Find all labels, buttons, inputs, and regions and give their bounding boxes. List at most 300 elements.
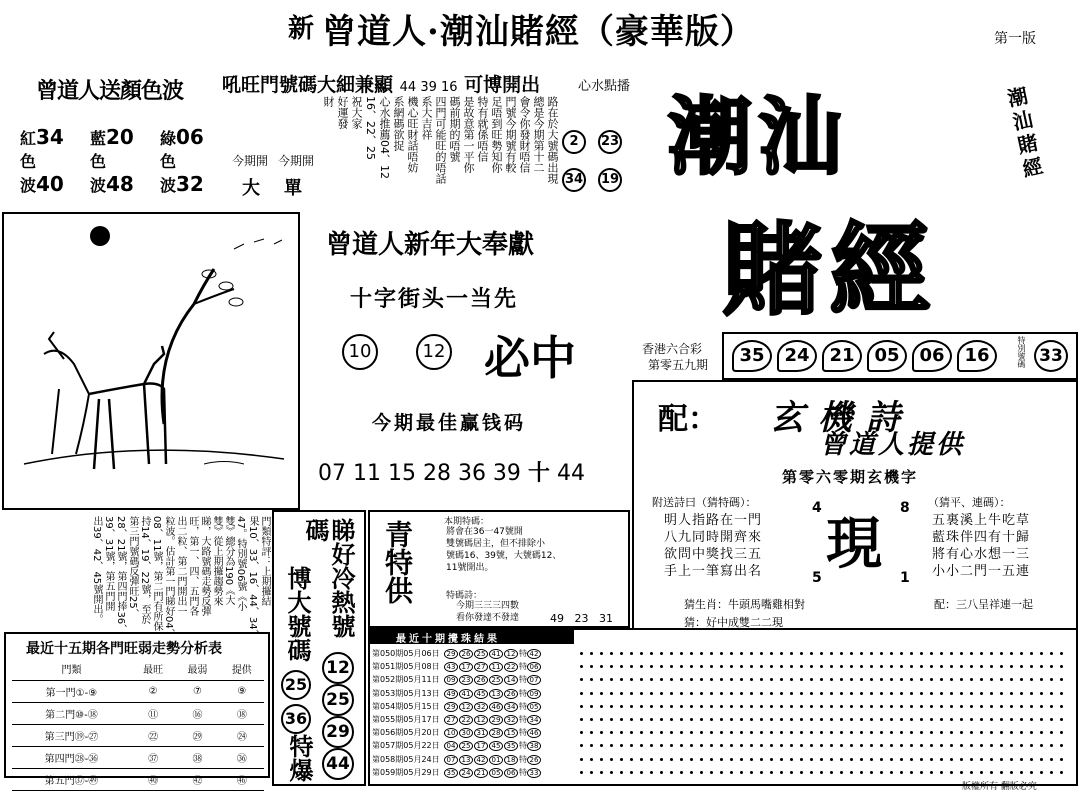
history-ball: 21 — [474, 768, 488, 778]
grid-dot — [630, 705, 633, 708]
grid-dot — [820, 771, 823, 774]
grid-dot — [870, 718, 873, 721]
history-special: 07 — [527, 675, 541, 685]
grid-dot — [1030, 705, 1033, 708]
poem-ball-2: 23 — [598, 130, 622, 154]
grid-dot — [960, 771, 963, 774]
grid-dot — [870, 758, 873, 761]
poem-column: 門號今期號有較 — [504, 96, 517, 173]
history-ball: 25 — [489, 675, 503, 685]
history-ball: 18 — [504, 755, 518, 765]
grid-dot — [800, 771, 803, 774]
history-ball: 04 — [444, 741, 458, 751]
history-special-label: 特 — [519, 728, 527, 738]
grid-dot — [860, 705, 863, 708]
grid-dot — [600, 718, 603, 721]
table-cell: ㉒ — [131, 724, 175, 746]
grid-dot — [780, 705, 783, 708]
grid-dot — [880, 771, 883, 774]
poem-column: 機心旺財話唔妨 — [406, 96, 419, 173]
grid-dot — [680, 692, 683, 695]
grid-dot — [1000, 705, 1003, 708]
hot-ball-1: 12 — [322, 652, 354, 684]
grid-dot — [960, 758, 963, 761]
wave-green-sub2: 波 — [160, 176, 177, 195]
brand-side: 潮汕賭經 — [1002, 84, 1046, 184]
special-box-title: 青特供 — [381, 520, 414, 604]
wave-blue-a: 20 — [106, 125, 134, 149]
grid-dot — [1060, 758, 1063, 761]
grid-dot — [810, 771, 813, 774]
history-ball: 41 — [459, 689, 473, 699]
grid-dot — [1020, 758, 1023, 761]
grid-dot — [1030, 652, 1033, 655]
trend-table — [12, 658, 264, 791]
grid-dot — [770, 652, 773, 655]
grid-dot — [650, 758, 653, 761]
grid-dot — [1030, 718, 1033, 721]
grid-dot — [660, 692, 663, 695]
poem-title-3: 曾道人提供 — [820, 430, 966, 460]
poem-footer-d: 單 — [284, 178, 302, 199]
grid-dot — [780, 771, 783, 774]
grid-dot — [760, 718, 763, 721]
poem-column: 系網碼欲捉 — [392, 96, 405, 151]
table-cell: ⑨ — [220, 680, 264, 702]
special-code-title: 特碼詩： — [446, 591, 483, 601]
grid-dot — [1000, 718, 1003, 721]
grid-dot — [710, 652, 713, 655]
history-special: 38 — [527, 741, 541, 751]
poem-ball-1: 2 — [562, 130, 586, 154]
grid-dot — [860, 758, 863, 761]
grid-dot — [860, 771, 863, 774]
poem-column: 好運發 — [336, 96, 349, 129]
grid-dot — [770, 705, 773, 708]
grid-dot — [720, 652, 723, 655]
grid-dot — [880, 652, 883, 655]
grid-dot — [990, 718, 993, 721]
grid-dot — [620, 771, 623, 774]
poem-right-line: 將有心水想一三 — [932, 547, 1031, 562]
grid-dot — [840, 652, 843, 655]
wave-red-b: 40 — [36, 172, 64, 196]
lottery-balls — [732, 340, 997, 374]
table-cell: ㊲ — [131, 746, 175, 768]
gift-nums-main: 07 11 15 28 36 39 — [318, 461, 521, 486]
table-row — [12, 702, 264, 724]
grid-dot — [720, 718, 723, 721]
history-ball: 24 — [459, 768, 473, 778]
grid-dot — [660, 652, 663, 655]
color-wave-title: 曾道人送顏色波 — [36, 79, 184, 104]
grid-dot — [910, 705, 913, 708]
poem-ball-3: 34 — [562, 168, 586, 192]
wave-red-sub1: 色 — [20, 152, 37, 171]
history-ball: 35 — [504, 741, 518, 751]
special-line: 雙號碼居主，但不排除小 — [446, 539, 546, 549]
grid-dot — [750, 652, 753, 655]
grid-dot — [1040, 705, 1043, 708]
poem-n8: 8 — [900, 500, 910, 516]
table-cell: 第三門⑲-㉗ — [12, 724, 131, 746]
grid-dot — [1010, 652, 1013, 655]
grid-dot — [830, 771, 833, 774]
grid-dot — [1060, 705, 1063, 708]
grid-dot — [1010, 705, 1013, 708]
poem-left-line: 八九同時開齊來 — [664, 530, 763, 545]
grid-dot — [610, 758, 613, 761]
history-ball: 28 — [489, 728, 503, 738]
history-ball: 13 — [489, 689, 503, 699]
wave-blue-label: 藍 — [90, 129, 107, 148]
wave-blue-sub2: 波 — [90, 176, 107, 195]
grid-dot — [610, 652, 613, 655]
history-ball: 12 — [504, 649, 518, 659]
grid-dot — [900, 758, 903, 761]
poem-n4: 4 — [812, 500, 822, 516]
grid-dot — [840, 771, 843, 774]
grid-dot — [950, 771, 953, 774]
history-ball: 26 — [474, 675, 488, 685]
grid-dot — [660, 705, 663, 708]
poem-right-line: 藍珠伴四有十歸 — [932, 530, 1031, 545]
history-row — [372, 674, 568, 686]
side-ball-1: 25 — [281, 670, 311, 700]
grid-dot — [630, 758, 633, 761]
grid-dot — [640, 771, 643, 774]
poem-title-1: 配： — [658, 402, 718, 437]
history-ball: 10 — [444, 728, 458, 738]
brand-big-2: 賭經 — [722, 212, 938, 329]
grid-dot — [800, 718, 803, 721]
grid-dot — [1000, 771, 1003, 774]
poem-title-2: 玄機詩 — [770, 398, 914, 438]
grid-dot — [1040, 718, 1043, 721]
history-row — [372, 701, 568, 713]
grid-dot — [870, 652, 873, 655]
history-ball: 45 — [489, 741, 503, 751]
grid-dot — [800, 705, 803, 708]
grid-dot — [810, 692, 813, 695]
deer-illustration-frame — [2, 212, 300, 510]
grid-dot — [650, 718, 653, 721]
special-num: 49 — [550, 612, 564, 625]
grid-dot — [790, 771, 793, 774]
grid-dot — [940, 692, 943, 695]
grid-dot — [970, 705, 973, 708]
poem-balls — [562, 130, 628, 194]
grid-dot — [900, 692, 903, 695]
table-cell: ⑦ — [175, 680, 219, 702]
grid-dot — [680, 652, 683, 655]
table-header: 門類 — [12, 658, 131, 680]
grid-dot — [970, 758, 973, 761]
grid-dot — [670, 692, 673, 695]
grid-dot — [1060, 771, 1063, 774]
edition-label: 第一版 — [994, 31, 1036, 47]
grid-dot — [650, 771, 653, 774]
grid-dot — [1050, 771, 1053, 774]
poem-guess-1: 猜生肖：牛頭馬嘴雞相對 — [684, 598, 805, 611]
grid-dot — [1050, 692, 1053, 695]
grid-dot — [710, 705, 713, 708]
grid-dot — [600, 652, 603, 655]
grid-dot — [620, 718, 623, 721]
history-period: 第050期05月06日 — [372, 649, 440, 658]
grid-dot — [980, 718, 983, 721]
grid-dot — [1020, 771, 1023, 774]
grid-dot — [760, 705, 763, 708]
grid-dot — [890, 771, 893, 774]
history-ball: 17 — [474, 741, 488, 751]
grid-dot — [800, 758, 803, 761]
history-row — [372, 661, 568, 673]
grid-dot — [850, 692, 853, 695]
grid-dot — [850, 718, 853, 721]
deer-illustration — [4, 214, 298, 508]
table-cell: ㉔ — [220, 724, 264, 746]
grid-dot — [950, 758, 953, 761]
grid-dot — [1030, 758, 1033, 761]
grid-dot — [630, 771, 633, 774]
poem-column: 祝大家 — [350, 96, 363, 129]
door-text-column: 持14、19、22號，至於 — [139, 516, 150, 625]
grid-dot — [700, 705, 703, 708]
headline-main: 吼旺門號碼大細兼顯 — [222, 74, 394, 96]
grid-dot — [640, 705, 643, 708]
gift-nums — [318, 456, 585, 487]
poem-column: 足唔到旺勢知你 — [490, 96, 503, 173]
grid-dot — [610, 718, 613, 721]
poem-left-lines — [664, 512, 762, 580]
poem-guess-2: 猜：好中成雙二二現 — [684, 616, 783, 629]
grid-dot — [800, 652, 803, 655]
grid-dot — [1050, 705, 1053, 708]
header-prefix: 新 — [288, 14, 315, 44]
grid-dot — [970, 771, 973, 774]
poem-guess-3: 配：三八呈祥連一起 — [934, 598, 1033, 611]
history-ball: 35 — [444, 768, 458, 778]
grid-dot — [610, 705, 613, 708]
gift-num-1: 10 — [342, 334, 378, 370]
grid-dot — [950, 652, 953, 655]
table-header: 最旺 — [131, 658, 175, 680]
grid-dot — [800, 692, 803, 695]
wave-green-label: 綠 — [160, 129, 177, 148]
grid-dot — [600, 705, 603, 708]
door-text-column: 出二粒、第二門開出一 — [175, 516, 186, 616]
history-ball: 29 — [444, 702, 458, 712]
grid-dot — [650, 705, 653, 708]
grid-dot — [940, 771, 943, 774]
grid-dot — [700, 652, 703, 655]
table-header: 最弱 — [175, 658, 219, 680]
table-row — [12, 746, 264, 768]
history-ball: 11 — [489, 662, 503, 672]
grid-dot — [890, 652, 893, 655]
history-ball: 22 — [459, 715, 473, 725]
grid-dot — [960, 652, 963, 655]
history-ball: 01 — [489, 755, 503, 765]
special-note-title: 本期特碼： — [444, 517, 490, 527]
grid-dot — [680, 718, 683, 721]
lottery-ball: 16 — [957, 340, 997, 372]
grid-dot — [980, 705, 983, 708]
grid-dot — [980, 652, 983, 655]
special-line: 11號開出。 — [446, 563, 494, 573]
grid-dot — [660, 758, 663, 761]
headline-text — [222, 70, 540, 97]
grid-dot — [1040, 758, 1043, 761]
history-special-label: 特 — [519, 767, 527, 777]
grid-dot — [740, 692, 743, 695]
grid-dot — [600, 692, 603, 695]
grid-dot — [990, 771, 993, 774]
gift-best: 今期最佳赢钱码 — [372, 412, 527, 434]
poem-ball-4: 19 — [598, 168, 622, 192]
grid-dot — [810, 758, 813, 761]
grid-dot — [760, 692, 763, 695]
grid-dot — [770, 718, 773, 721]
grid-dot — [980, 771, 983, 774]
history-special-label: 特 — [519, 741, 527, 751]
special-line: 號碼16、39號，大號碼12、 — [446, 551, 562, 561]
grid-dot — [980, 692, 983, 695]
grid-dot — [840, 692, 843, 695]
poem-column: 總是今期第十二 — [532, 96, 545, 173]
history-row — [372, 688, 568, 700]
history-ball: 25 — [459, 741, 473, 751]
grid-dot — [720, 705, 723, 708]
grid-dot — [760, 771, 763, 774]
special-code-lines — [456, 600, 519, 624]
door-text-column: 第三門號碼反彈旺25、 — [127, 516, 138, 619]
poem-column: 會令你發財唔信 — [518, 96, 531, 173]
grid-dot — [710, 718, 713, 721]
table-cell: ㊵ — [131, 768, 175, 790]
history-ball: 07 — [444, 755, 458, 765]
history-special: 09 — [527, 689, 541, 699]
door-text-column: 28、21號，第四門捧36、 — [115, 516, 126, 635]
grid-dot — [750, 692, 753, 695]
grid-dot — [690, 771, 693, 774]
history-ball: 30 — [459, 728, 473, 738]
grid-dot — [640, 692, 643, 695]
grid-dot — [920, 652, 923, 655]
grid-dot — [690, 718, 693, 721]
grid-dot — [940, 652, 943, 655]
history-ball: 49 — [444, 689, 458, 699]
poem-column: 路在於大號碼出現 — [546, 96, 559, 184]
history-special: 26 — [527, 755, 541, 765]
grid-dot — [600, 771, 603, 774]
history-period: 第052期05月11日 — [372, 675, 440, 685]
grid-dot — [690, 652, 693, 655]
history-ball: 05 — [489, 768, 503, 778]
poem-column: 是故意第一平你 — [462, 96, 475, 173]
history-ball: 23 — [459, 675, 473, 685]
lottery-ball: 21 — [822, 340, 862, 372]
special-code-line: 看你發達不發達 — [456, 613, 520, 623]
grid-dot — [860, 652, 863, 655]
grid-dot — [700, 692, 703, 695]
grid-dot — [870, 705, 873, 708]
grid-dot — [930, 692, 933, 695]
grid-dot — [940, 705, 943, 708]
special-code-line: 今期三三三四數 — [456, 601, 520, 611]
gift-plus: 十 — [527, 461, 550, 486]
grid-dot — [970, 718, 973, 721]
headline-nums: 44 39 16 — [399, 80, 458, 95]
grid-dot — [950, 705, 953, 708]
grid-dot — [720, 771, 723, 774]
grid-dot — [770, 758, 773, 761]
grid-dot — [890, 758, 893, 761]
gift-win: 必中 — [484, 331, 576, 385]
special-box-nums — [550, 612, 613, 625]
gift-zodiac: 十字街头一当先 — [350, 286, 519, 312]
grid-dot — [720, 758, 723, 761]
hot-cold-special: 特爆 — [285, 734, 313, 782]
history-special-label: 特 — [519, 675, 527, 685]
history-period: 第053期05月13日 — [372, 688, 440, 698]
grid-dot — [860, 718, 863, 721]
grid-dot — [650, 692, 653, 695]
headline-tail: 可博開出 — [464, 74, 541, 96]
table-row — [12, 680, 264, 702]
trend-table-title: 最近十五期各門旺弱走勢分析表 — [26, 641, 222, 657]
poem-period: 第零六零期玄機字 — [782, 468, 919, 486]
grid-dot — [810, 652, 813, 655]
grid-dot — [990, 692, 993, 695]
door-text-column: 39、31號，第五門開 — [103, 516, 114, 612]
grid-dot — [920, 771, 923, 774]
grid-dot — [910, 692, 913, 695]
grid-dot — [970, 692, 973, 695]
grid-dot — [590, 718, 593, 721]
wave-green-sub1: 色 — [160, 152, 177, 171]
grid-dot — [1060, 718, 1063, 721]
grid-dot — [670, 718, 673, 721]
history-ball: 06 — [504, 768, 518, 778]
table-cell: ㉙ — [175, 724, 219, 746]
history-ball: 13 — [459, 755, 473, 765]
grid-dot — [1020, 692, 1023, 695]
history-special-label: 特 — [519, 688, 527, 698]
grid-dot — [950, 692, 953, 695]
poem-footer-a: 今期開 — [232, 154, 269, 168]
door-text-column: 47。特別號06號《小 — [235, 516, 246, 612]
grid-dot — [680, 771, 683, 774]
grid-dot — [1020, 718, 1023, 721]
grid-dot — [920, 758, 923, 761]
grid-dot — [590, 705, 593, 708]
grid-dot — [590, 758, 593, 761]
grid-dot — [870, 771, 873, 774]
table-cell: ② — [131, 680, 175, 702]
grid-dot — [890, 692, 893, 695]
poem-right-label: （猜平、連碼）： — [928, 496, 1011, 509]
grid-dot — [930, 652, 933, 655]
grid-dot — [960, 705, 963, 708]
grid-dot — [690, 758, 693, 761]
grid-dot — [990, 705, 993, 708]
wave-green-a: 06 — [176, 125, 204, 149]
grid-dot — [930, 718, 933, 721]
grid-dot — [700, 718, 703, 721]
gift-num-2: 12 — [416, 334, 452, 370]
